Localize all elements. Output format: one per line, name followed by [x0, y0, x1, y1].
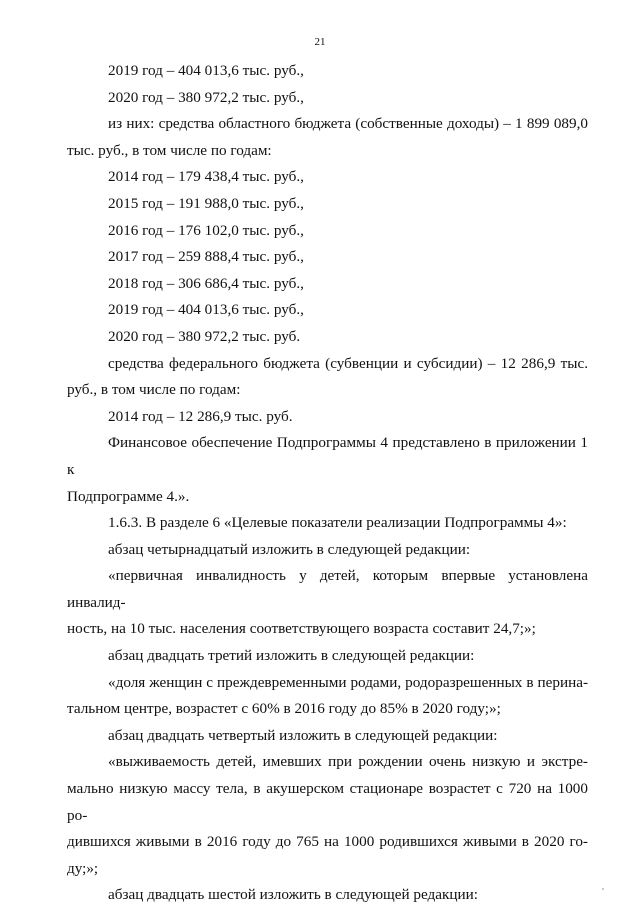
paragraph-14-text: «первичная инвалидность у детей, которым впервые установлена инвалид-	[67, 567, 588, 611]
line-2019-regional: 2019 год – 404 013,6 тыс. руб.,	[108, 301, 304, 319]
financing-note-cont: Подпрограмме 4.».	[67, 487, 190, 505]
financing-note: Финансовое обеспечение Подпрограммы 4 представлено в приложении 1 к	[67, 434, 588, 478]
paragraph-23-text-cont: тальном центре, возрастет с 60% в 2016 году до 85% в 2020 году;»;	[67, 700, 501, 718]
body-text	[67, 58, 588, 909]
section-6-heading: 1.6.3. В разделе 6 «Целевые показатели реализации Подпрограммы 4»:	[108, 514, 567, 532]
paragraph-23-text: «доля женщин с преждевременными родами, родоразрешенных в перина-	[108, 673, 588, 691]
line-2020-total: 2020 год – 380 972,2 тыс. руб.,	[108, 88, 304, 106]
paragraph-23-instruction: абзац двадцать третий изложить в следующей редакции:	[108, 647, 475, 665]
page-number: 21	[314, 36, 326, 48]
paragraph-24-text-cont-1: мально низкую массу тела, в акушерском стационаре возрастет с 720 на 1000 ро-	[67, 780, 588, 824]
federal-budget-intro-cont: руб., в том числе по годам:	[67, 381, 241, 399]
line-2014-regional: 2014 год – 179 438,4 тыс. руб.,	[108, 168, 304, 186]
paragraph-24-text-cont-3: ду;»;	[67, 859, 99, 877]
line-2019-total: 2019 год – 404 013,6 тыс. руб.,	[108, 62, 304, 79]
line-2018-regional: 2018 год – 306 686,4 тыс. руб.,	[108, 274, 304, 292]
paragraph-14-instruction: абзац четырнадцатый изложить в следующей редакции:	[108, 540, 471, 558]
paragraph-24-text-cont-2: дившихся живыми в 2016 году до 765 на 1000 родившихся живыми в 2020 го-	[67, 833, 588, 851]
line-2020-regional: 2020 год – 380 972,2 тыс. руб.	[108, 327, 301, 345]
paragraph-14-text-cont: ность, на 10 тыс. населения соответствующего возраста составит 24,7;»;	[67, 620, 536, 638]
line-2017-regional: 2017 год – 259 888,4 тыс. руб.,	[108, 248, 304, 266]
regional-budget-intro-cont: тыс. руб., в том числе по годам:	[67, 141, 272, 159]
paragraph-26-instruction: абзац двадцать шестой изложить в следующей редакции:	[108, 886, 478, 904]
line-2014-federal: 2014 год – 12 286,9 тыс. руб.	[108, 407, 293, 425]
federal-budget-intro: средства федерального бюджета (субвенции и субсидии) – 12 286,9 тыс.	[108, 354, 588, 372]
line-2015-regional: 2015 год – 191 988,0 тыс. руб.,	[108, 194, 304, 212]
line-2016-regional: 2016 год – 176 102,0 тыс. руб.,	[108, 221, 304, 239]
scan-speck	[602, 888, 604, 890]
regional-budget-intro: из них: средства областного бюджета (собственные доходы) – 1 899 089,0	[108, 115, 588, 133]
paragraph-24-instruction: абзац двадцать четвертый изложить в следующей редакции:	[108, 726, 498, 744]
paragraph-24-text: «выживаемость детей, имевших при рождении очень низкую и экстре-	[108, 753, 588, 771]
